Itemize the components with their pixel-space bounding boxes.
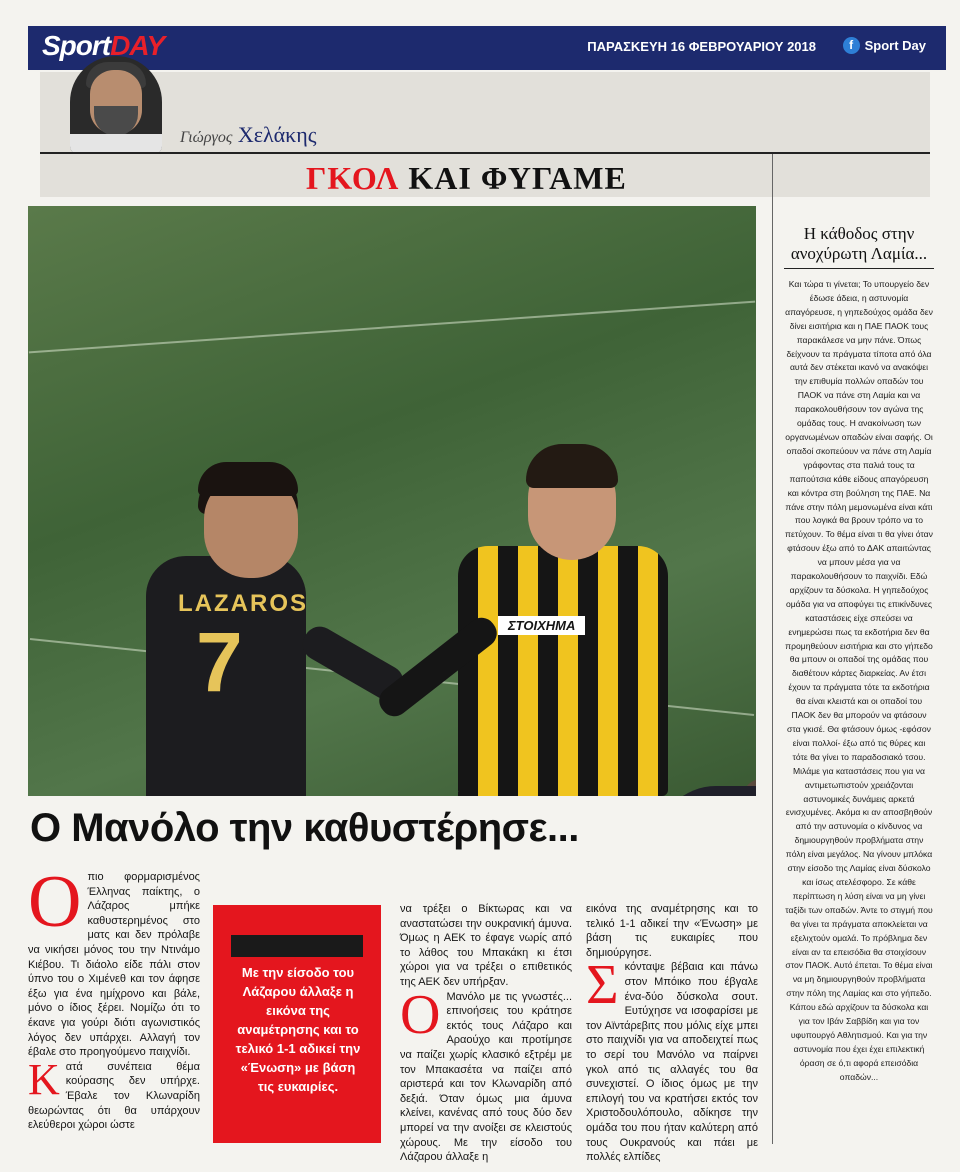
- social-link[interactable]: [843, 37, 926, 54]
- article-photo: [28, 206, 756, 796]
- paragraph: Σκόνταψε βέβαια και πάνω στον Μπόικο που έβγαλε ένα-δύο δύσκολα σουτ. Ευτύχησε να ισοφαρίσει με τον Αϊντάρεβιτς που μόλις είχε μπει στο παιχνίδι για να αποδειχτεί πως το σερί του Μανόλο να παίρνει γκολ από τις αλλαγές του θα συνεχιστεί. Ο ίδιος όμως με την επιλογή του να κρατήσει εκτός τον Χριστοδουλόπουλο, αδίκησε την ομάδα του που ήταν καλύτερη από τους Ουκρανούς και πάει με πολλές ελπίδες: [586, 954, 758, 1164]
- author-first-name: Γιώργος: [180, 129, 233, 146]
- shirt-sponsor: ΣΤΟΙΧΗΜΑ: [498, 616, 585, 635]
- drop-cap: Ο: [28, 861, 82, 943]
- paragraph: Ο Μανόλο με τις γνωστές... επινοήσεις του κράτησε εκτός τους Λάζαρο και Αραούχο και προτίμησε να παίζει χωρίς κλασικό εξτρέμ με τον Μπακασέτα να παίζει από αριστερά και τον Κλωναρίδη από δεξιά. Όταν όμως μια άμυνα κλείνει, κανένας από τους δύο δεν μπορεί να την ανοίξει σε κλειστούς χώρους. Με την είσοδο του Λάζαρου άλλαξε η: [400, 983, 572, 1164]
- kicker-black: ΚΑΙ ΦΥΓΑΜΕ: [408, 160, 627, 196]
- section-kicker: [306, 160, 627, 197]
- article-column-1: [28, 861, 200, 1133]
- masthead-bar: [28, 26, 946, 70]
- author-byline: [180, 122, 316, 148]
- kicker-red: ΓΚΟΛ: [306, 160, 400, 196]
- paragraph: Οπιο φορμαρισμένος Έλληνας παίκτης, ο Λάζαρος μπήκε καθυστερημένος στο ματς και δεν πρόλαβε να νικήσει μόνος του την Ντινάμο Κιέβου. Τι διάολο είδε πάλι στον ύπνο του ο Χιμένεθ και τον άφησε έξω για ένα ημίχρονο και βάλε, μόνο ο ίδιος ξέρει. Νομίζω ότι το έκανε για γούρι διότι αγωνιστικός λόγος δεν υπάρχει. Αλλαγή τον έβαλε στο προηγούμενο παιχνίδι.: [28, 861, 200, 1059]
- author-last-name: Χελάκης: [237, 122, 317, 147]
- pull-quote-text: Με την είσοδο του Λάζαρου άλλαξε η εικόνα της αναμέτρησης και το τελικό 1-1 αδικεί την «Ένωση» με βάση τις ευκαιρίες.: [235, 965, 361, 1094]
- paragraph: εικόνα της αναμέτρησης και το τελικό 1-1 αδικεί την «Ένωση» με βάση τις ευκαιρίες που δημιούργησε.: [586, 903, 758, 959]
- article-column-4: [586, 902, 758, 1165]
- sidebar-title-rule: [784, 268, 934, 269]
- byline-rule: [40, 152, 930, 154]
- sidebar-title: Η κάθοδος στην ανοχύρωτη Λαμία...: [790, 224, 928, 263]
- social-label: Sport Day: [864, 38, 926, 53]
- pull-quote-bar: [231, 935, 363, 957]
- player-striped-kit: [458, 546, 668, 796]
- article-headline: Ο Μανόλο την καθυστέρησε...: [30, 806, 579, 850]
- drop-cap: Σ: [586, 954, 619, 1017]
- shirt-number: 7: [196, 615, 243, 709]
- shirt-name: LAZAROS: [178, 590, 308, 617]
- paragraph: να τρέξει ο Βίκτωρας και να αναστατώσει την ουκρανική άμυνα. Όμως η ΑΕΚ το έφαγε νωρίς από το λάθος του Μπακάκη κι έτσι χώροι για να τρέξει ο επιθετικός της ΑΕΚ δεν υπήρξαν.: [400, 903, 572, 988]
- sportday-logo: SportDAY: [42, 30, 165, 61]
- drop-cap: Ο: [400, 983, 441, 1046]
- paragraph: Κατά συνέπεια θέμα κούρασης δεν υπήρχε. Έβαλε τον Κλωναρίδη θεωρώντας ότι θα υπάρχουν ελεύθεροι χώροι ώστε: [28, 1054, 200, 1132]
- drop-cap: Κ: [28, 1054, 60, 1104]
- issue-date: ΠΑΡΑΣΚΕΥΗ 16 ΦΕΒΡΟΥΑΡΙΟΥ 2018: [587, 39, 816, 54]
- article-column-3: [400, 902, 572, 1165]
- column-divider: [772, 154, 773, 1144]
- author-avatar: [70, 56, 162, 154]
- person-right-edge: [656, 786, 756, 796]
- sidebar-body: Και τώρα τι γίνεται; Το υπουργείο δεν έδωσε άδεια, η αστυνομία απαγόρευσε, η γηπεδούχος ομάδα δεν δίνει εισιτήρια και η ΠΑΕ ΠΑΟΚ τους παρακάλεσε να μην πάνε. Όπως δείχνουν τα πράγματα τίποτα από όλα αυτά δεν στέκεται ικανό να ανακόψει την επιθυμία πολλών οπαδών του ΠΑΟΚ να πάνε στη Λαμία και να παρακολουθήσουν τον αγώνα της ομάδας τους. Η ανακοίνωση των οργανωμένων οπαδών είναι σαφής. Οι οπαδοί σκοπεύουν να πάνε στη Λαμία γράφοντας στα παλιά τους τα παπούτσια κάθε είδους απαγόρευση και κόντρα στη βούληση της ΠΑΕ. Να πάνε στην πόλη μεμονωμένα είναι κάτι που λογικά θα βρουν τρόπο να το πετύχουν. Το θέμα είναι τι θα γίνει όταν φτάσουν έξω από το ΔΑΚ απαιτώντας να μπουν μέσα για να παρακολουθήσουν το παιχνίδι. Εδώ αρχίζουν τα δύσκολα. Η γηπεδούχος ομάδα για να αποφύγει τις επικίνδυνες καταστάσεις είχε σπεύσει να ενημερώσει πως τα εκδοτήρια δεν θα προμηθεύουν εισιτήρια και στο γήπεδο θα μπουν οι οπαδοί της ομάδας που διαθέτουν κάρτες διαρκείας. Αν έτσι έχουν τα πράγματα τότε τα εκδοτήρια θα είναι κλειστά και οι οπαδοί του ΠΑΟΚ δεν θα μπορούν να φτάσουν στα γκισέ. Θα φτάσουν όμως -εφόσον είναι πολλοί- έξω από τις θύρες και τότε θα γίνει το παραδοσιακό τσου. Μιλάμε για καταστάσεις που για να αντιμετωπιστούν χρειάζονται αστυνομικές δυνάμεις αρκετά ενισχυμένες. Ακόμα κι αν αποσβηθούν από την αστυνομία ο κίνδυνος να δημιουργηθούν προβλήματα στην πόλη είναι μεγάλος. Να γίνουν μπλόκα στην είσοδο της Λαμίας είναι δύσκολο και ίσως ατελέσφορο. Σε κάθε περίπτωση η λύση είναι να μη γίνει ταξίδι των οπαδών. Άντε το στιγμή που θα γίνει τα πράγματα αποκλείεται να εξελιχτούν ομαλά. Το πρόβλημα δεν είναι αν τα επεισόδια θα στοιχίσουν στον ΠΑΟΚ. Αυτό έπεται. Το θέμα είναι να μη δημιουργηθούν προβλήματα στην πόλη της Λαμίας και στο γήπεδο. Κάπου εδώ αρχίζουν τα δύσκολα και για τον Ιβάν Σαββίδη και για τον υφυπουργό Αθλητισμού. Και για την αστυνομία που έχει έχει επιλεκτική όραση σε ό,τι αφορά επεισόδια οπαδών...: [785, 279, 933, 1082]
- facebook-icon: f: [843, 37, 860, 54]
- pull-quote-box: [213, 905, 381, 1143]
